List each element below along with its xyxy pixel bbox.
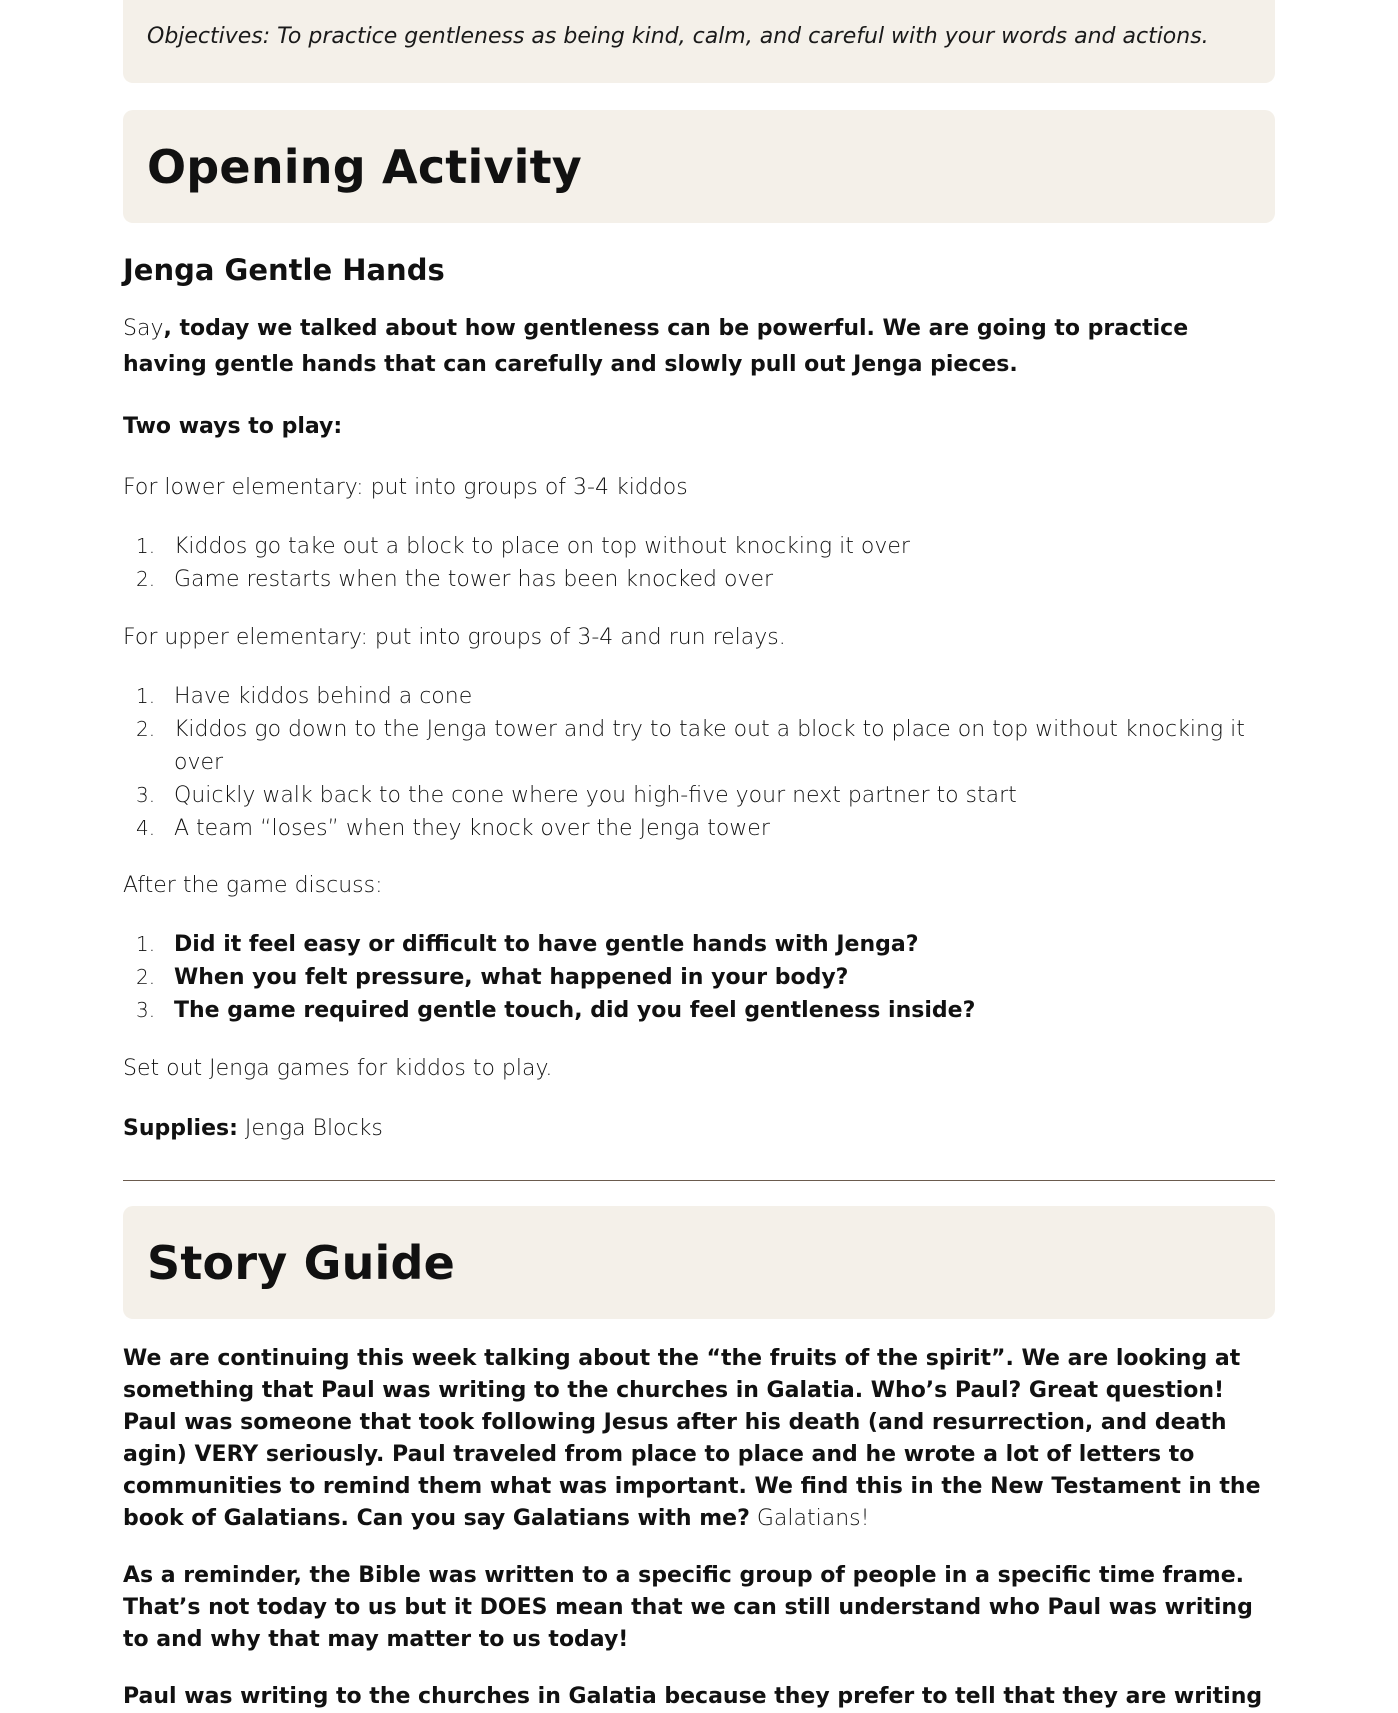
say-paragraph [123, 311, 1275, 383]
list-item [123, 812, 1275, 845]
list-item-text: Have kiddos behind a cone [174, 684, 473, 709]
say-prefix: Say [123, 316, 164, 341]
list-item [123, 563, 1275, 596]
story-paragraph [123, 1343, 1275, 1535]
upper-elementary-steps [123, 680, 1275, 845]
story-paragraph-bold: As a reminder, the Bible was written to a specific group of people in a specific time frame. That’s not today to us but it DOES mean that we can still understand who Paul was writing to and why that may matter to us today! [123, 1563, 1253, 1652]
objectives-callout [123, 0, 1275, 83]
two-ways-text: Two ways to play: [123, 414, 343, 439]
story-guide-header [123, 1206, 1275, 1319]
list-item-text: A team “loses” when they knock over the Jenga tower [174, 816, 770, 841]
list-number: 3. [136, 783, 156, 807]
lower-elementary-steps [123, 530, 1275, 596]
list-number: 1. [136, 932, 156, 956]
story-guide-heading: Story Guide [147, 1235, 456, 1290]
story-paragraph-response: Galatians! [749, 1506, 870, 1531]
story-paragraph-bold: We are continuing this week talking about the “the fruits of the spirit”. We are looking at something that Paul was writing to the churches in Galatia. Who’s Paul? Great question! Paul was someone that took following Jesus after his death (and resurrection, and death agin) VERY seriously. Paul traveled from place to place and he wrote a lot of letters to communities to remind them what was important. We find this in the New Testament in the book of Galatians. Can you say Galatians with me? [123, 1346, 1261, 1531]
list-number: 2. [136, 567, 156, 591]
supplies-line [123, 1111, 1275, 1147]
supplies-label: Supplies: [123, 1116, 238, 1141]
story-paragraph [123, 1560, 1275, 1656]
list-item [123, 994, 1275, 1027]
activity-title: Jenga Gentle Hands [123, 253, 445, 287]
lesson-page [123, 0, 1275, 1713]
list-number: 1. [136, 534, 156, 558]
list-number: 2. [136, 965, 156, 989]
opening-activity-heading: Opening Activity [147, 139, 582, 194]
story-guide-body [123, 1343, 1275, 1713]
opening-activity-header [123, 110, 1275, 223]
list-item [123, 928, 1275, 961]
list-item-text: Kiddos go take out a block to place on top without knocking it over [174, 534, 910, 559]
story-paragraph-bold: Paul was writing to the churches in Galatia because they prefer to tell that they are writing [123, 1684, 1263, 1709]
two-ways-label [123, 409, 1275, 445]
story-paragraph [123, 1681, 1275, 1713]
list-number: 2. [136, 717, 156, 741]
set-out-instruction: Set out Jenga games for kiddos to play. [123, 1056, 553, 1081]
list-number: 3. [136, 998, 156, 1022]
list-item-text: When you felt pressure, what happened in your body? [174, 965, 849, 990]
list-item-text: Game restarts when the tower has been knocked over [174, 567, 774, 592]
list-item [123, 680, 1275, 713]
supplies-value: Jenga Blocks [237, 1116, 383, 1141]
list-item [123, 530, 1275, 563]
list-item-text: Kiddos go down to the Jenga tower and try to take out a block to place on top without knocking it over [174, 717, 1245, 775]
list-number: 4. [136, 816, 156, 840]
discussion-questions [123, 928, 1275, 1027]
list-item [123, 779, 1275, 812]
list-item-text: Quickly walk back to the cone where you high-five your next partner to start [174, 783, 1017, 808]
say-script: , today we talked about how gentleness can be powerful. We are going to practice having gentle hands that can carefully and slowly pull out Jenga pieces. [123, 316, 1189, 377]
list-item-text: The game required gentle touch, did you feel gentleness inside? [174, 998, 976, 1023]
list-number: 1. [136, 684, 156, 708]
after-game-intro: After the game discuss: [123, 873, 383, 898]
list-item-text: Did it feel easy or difficult to have gentle hands with Jenga? [174, 932, 919, 957]
objectives-text: Objectives: To practice gentleness as being kind, calm, and careful with your words and actions. [147, 24, 1209, 49]
section-divider [123, 1180, 1275, 1181]
list-item [123, 713, 1275, 779]
upper-elementary-intro: For upper elementary: put into groups of 3-4 and run relays. [123, 625, 786, 650]
lower-elementary-intro: For lower elementary: put into groups of 3-4 kiddos [123, 475, 688, 500]
list-item [123, 961, 1275, 994]
